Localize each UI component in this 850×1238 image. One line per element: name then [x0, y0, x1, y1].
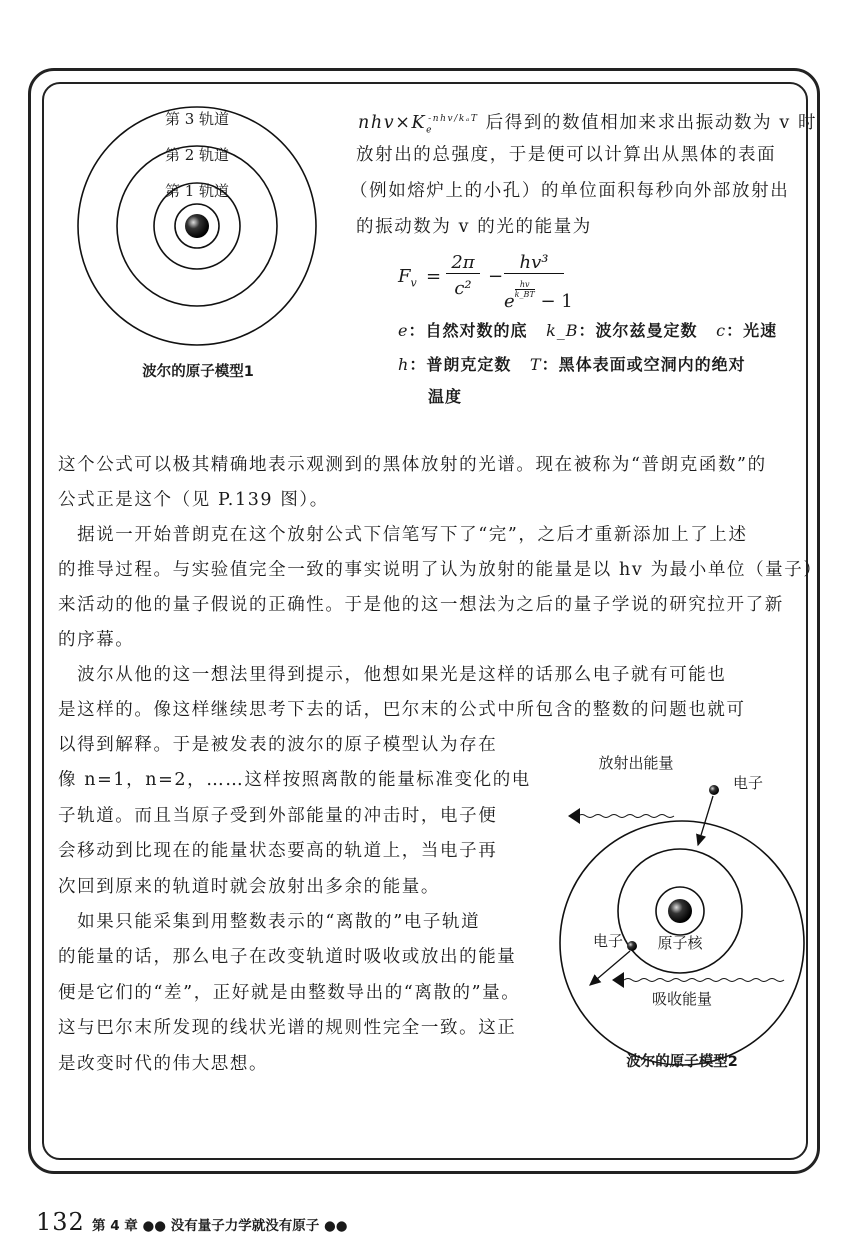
text-line: 次回到原来的轨道时就会放射出多余的能量。 [58, 876, 440, 897]
text-line: 是这样的。像这样继续思考下去的话，巴尔末的公式中所包含的整数的问题也就可 [58, 700, 746, 720]
orbit-1-label: 第 1 轨道 [164, 182, 230, 200]
text-line: 这与巴尔末所发现的线状光谱的规则性完全一致。这正 [58, 1018, 517, 1039]
legend-desc: ：普朗克定数 [409, 355, 512, 374]
electron-icon [709, 785, 719, 795]
orbit-3-label: 第 3 轨道 [164, 110, 230, 128]
math-sup: -nhv/kₐT [428, 114, 479, 124]
formula-exp-den: k_BT [514, 290, 535, 299]
legend-line-1 [398, 318, 777, 341]
formula-den2 [504, 280, 573, 312]
emitted-wave-arrowhead-icon [568, 808, 580, 824]
text-line: 的序幕。 [58, 630, 135, 650]
figure-1-caption: 波尔的原子模型1 [142, 364, 254, 380]
math-sub: e [426, 125, 434, 136]
formula-den2-base: e [504, 291, 515, 312]
symbol-e: e [398, 321, 409, 340]
symbol-h: h [398, 355, 410, 374]
electron-label-top: 电子 [732, 774, 764, 792]
figure-2-caption: 波尔的原子模型2 [626, 1054, 738, 1070]
text-line: 便是它们的“差”，正好就是由整数导出的“离散的”量。 [58, 982, 521, 1003]
text-line: 是改变时代的伟大思想。 [58, 1053, 269, 1074]
intro-text: 后得到的数值相加来求出振动数为 v 时 [485, 112, 818, 133]
electron-icon [627, 941, 637, 951]
page-number: 132 [36, 1208, 85, 1236]
text-line: 的能量的话，那么电子在改变轨道时吸收或放出的能量 [58, 947, 517, 968]
formula-den1: c² [454, 278, 472, 299]
legend-desc: ：光速 [726, 321, 778, 340]
emit-energy-label: 放射出能量 [598, 754, 674, 772]
emitted-wave [578, 815, 674, 818]
symbol-c: c [716, 321, 727, 340]
formula-den2-tail: − 1 [540, 291, 573, 312]
formula-lhs-sub: v [410, 276, 417, 290]
text-line: 据说一开始普朗克在这个放射公式下信笔写下了“完”，之后才重新添加上了上述 [58, 525, 748, 545]
nucleus-label: 原子核 [657, 934, 703, 952]
legend-desc: ：黑体表面或空洞内的绝对 [541, 355, 746, 374]
nucleus-icon [185, 214, 209, 238]
text-line: 波尔从他的这一想法里得到提示，他想如果光是这样的话那么电子就有可能也 [58, 665, 727, 685]
intro-line-4: 的振动数为 v 的光的能量为 [356, 217, 592, 237]
symbol-kb: k_B [546, 321, 579, 340]
chapter-title: 第 4 章 ●● 没有量子力学就没有原子 ●● [92, 1218, 348, 1234]
math-prefix: nhv×K [358, 112, 427, 133]
text-line: 来活动的他的量子假说的正确性。于是他的这一想法为之后的量子学说的研究拉开了新 [58, 595, 784, 615]
text-line: 这个公式可以极其精确地表示观测到的黑体放射的光谱。现在被称为“普朗克函数”的 [58, 455, 767, 475]
text-line: 像 n=1，n=2，……这样按照离散的能量标准变化的电 [58, 770, 531, 791]
absorb-energy-label: 吸收能量 [651, 990, 713, 1008]
legend-line-3: 温度 [428, 387, 463, 406]
formula-lhs: F [398, 266, 411, 287]
formula-num1: 2π [446, 252, 480, 274]
symbol-t: T [529, 355, 542, 374]
formula-num2: hv³ [504, 252, 564, 274]
electron-label-bottom: 电子 [592, 932, 624, 950]
intro-line-2: 放射出的总强度，于是便可以计算出从黑体的表面 [356, 145, 777, 165]
absorbed-wave-arrowhead-icon [612, 972, 624, 988]
nucleus-icon [668, 899, 692, 923]
text-line: 公式正是这个（见 P.139 图）。 [58, 490, 329, 510]
absorbed-wave [624, 979, 784, 982]
legend-desc: ：自然对数的底 [408, 321, 528, 340]
text-line: 子轨道。而且当原子受到外部能量的冲击时，电子便 [58, 805, 498, 826]
formula-exp-num: hv [515, 280, 535, 290]
bohr-model-2-diagram [560, 785, 804, 1065]
text-line: 以得到解释。于是被发表的波尔的原子模型认为存在 [58, 735, 498, 755]
legend-line-2 [398, 352, 746, 375]
intro-line-3: （例如熔炉上的小孔）的单位面积每秒向外部放射出 [350, 181, 790, 201]
text-line: 如果只能采集到用整数表示的“离散的”电子轨道 [58, 912, 481, 932]
legend-desc: ：波尔兹曼定数 [578, 321, 698, 340]
transition-arrow-down [698, 796, 713, 845]
orbit-2-label: 第 2 轨道 [164, 146, 230, 164]
text-line: 的推导过程。与实验值完全一致的事实说明了认为放射的能量是以 hv 为最小单位（量子） [58, 560, 823, 580]
text-line: 会移动到比现在的能量状态要高的轨道上，当电子再 [58, 841, 498, 862]
